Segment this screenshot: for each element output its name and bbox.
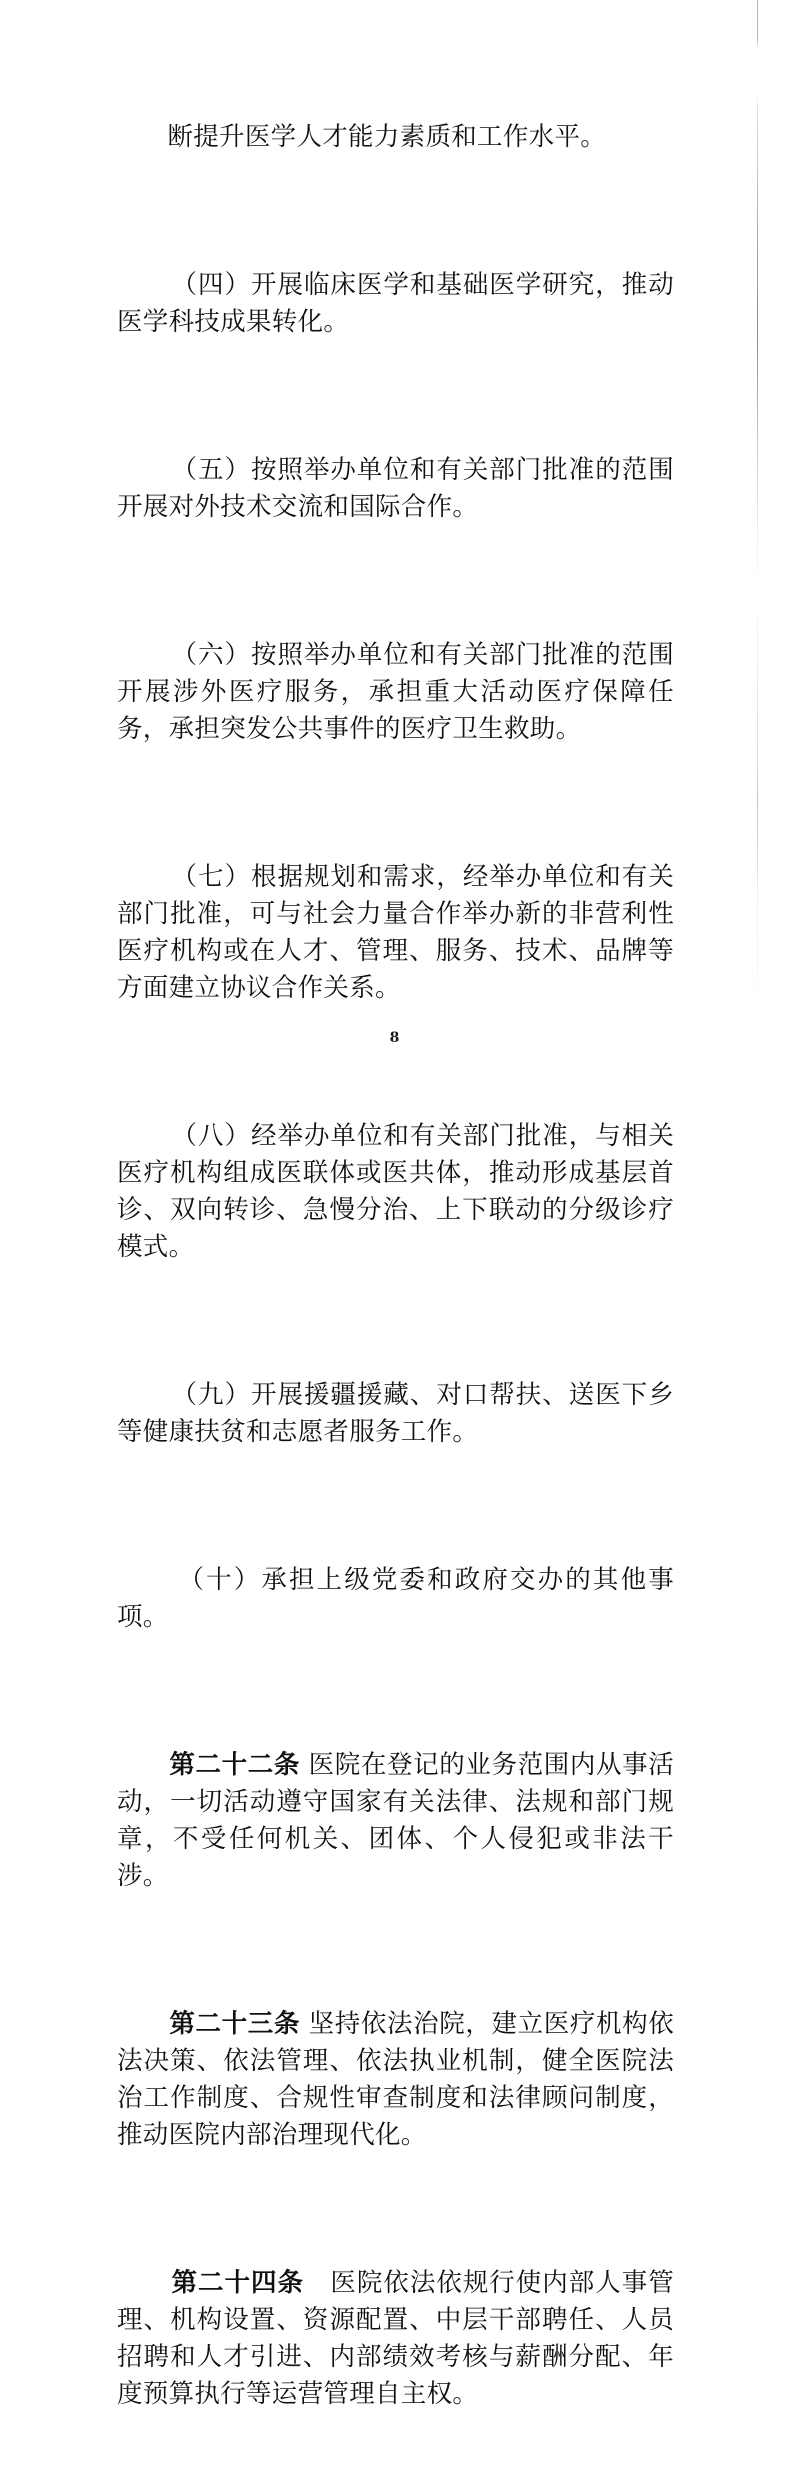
paragraph-item-9 <box>117 1340 674 1525</box>
document-body <box>117 82 674 2487</box>
paragraph-text: （十）承担上级党委和政府交办的其他事项。 <box>117 1565 674 1632</box>
paragraph-continuation-line <box>117 82 674 230</box>
paragraph-text: （六）按照举办单位和有关部门批准的范围开展涉外医疗服务，承担重大活动医疗保障任务，承担突发公共事件的医疗卫生救助。 <box>117 640 675 744</box>
paragraph-text: 医院依法依规行使内部人事管理、机构设置、资源配置、中层干部聘任、人员招聘和人才引进、内部绩效考核与薪酬分配、年度预算执行等运营管理自主权。 <box>117 2268 674 2409</box>
paragraph-text: 医院在登记的业务范围内从事活动，一切活动遵守国家有关法律、法规和部门规章，不受任何机关、团体、个人侵犯或非法干涉。 <box>117 1750 674 1891</box>
paragraph-item-5 <box>117 415 674 600</box>
paragraph-text: （四）开展临床医学和基础医学研究，推动医学科技成果转化。 <box>117 270 675 337</box>
paragraph-item-4 <box>117 230 674 415</box>
paragraph-text: （八）经举办单位和有关部门批准，与相关医疗机构组成医联体或医共体，推动形成基层首诊、双向转诊、急慢分治、上下联动的分级诊疗模式。 <box>117 1121 675 1262</box>
paragraph-article-22 <box>117 1710 674 1969</box>
scan-edge-artifact <box>757 0 758 1117</box>
paragraph-article-23 <box>117 1969 674 2228</box>
paragraph-item-8 <box>117 1081 674 1340</box>
paragraph-item-10 <box>117 1525 674 1710</box>
paragraph-text: （九）开展援疆援藏、对口帮扶、送医下乡等健康扶贫和志愿者服务工作。 <box>117 1380 675 1447</box>
paragraph-text: 断提升医学人才能力素质和工作水平。 <box>167 122 607 152</box>
paragraph-text: （七）根据规划和需求，经举办单位和有关部门批准，可与社会力量合作举办新的非营利性医疗机构或在人才、管理、服务、技术、品牌等方面建立协议合作关系。 <box>117 862 675 1003</box>
paragraph-item-6 <box>117 600 674 822</box>
paragraph-text: 坚持依法治院，建立医疗机构依法决策、依法管理、依法执业机制，健全医院法治工作制度、合规性审查制度和法律顾问制度，推动医院内部治理现代化。 <box>117 2009 674 2150</box>
paragraph-article-24 <box>117 2228 674 2487</box>
article-number-23: 第二十三条 <box>169 2009 300 2039</box>
page-number: 8 <box>389 1030 400 1046</box>
paragraph-text: （五）按照举办单位和有关部门批准的范围开展对外技术交流和国际合作。 <box>117 455 675 522</box>
article-number-24: 第二十四条 <box>171 2268 304 2298</box>
article-number-22: 第二十二条 <box>169 1750 300 1780</box>
